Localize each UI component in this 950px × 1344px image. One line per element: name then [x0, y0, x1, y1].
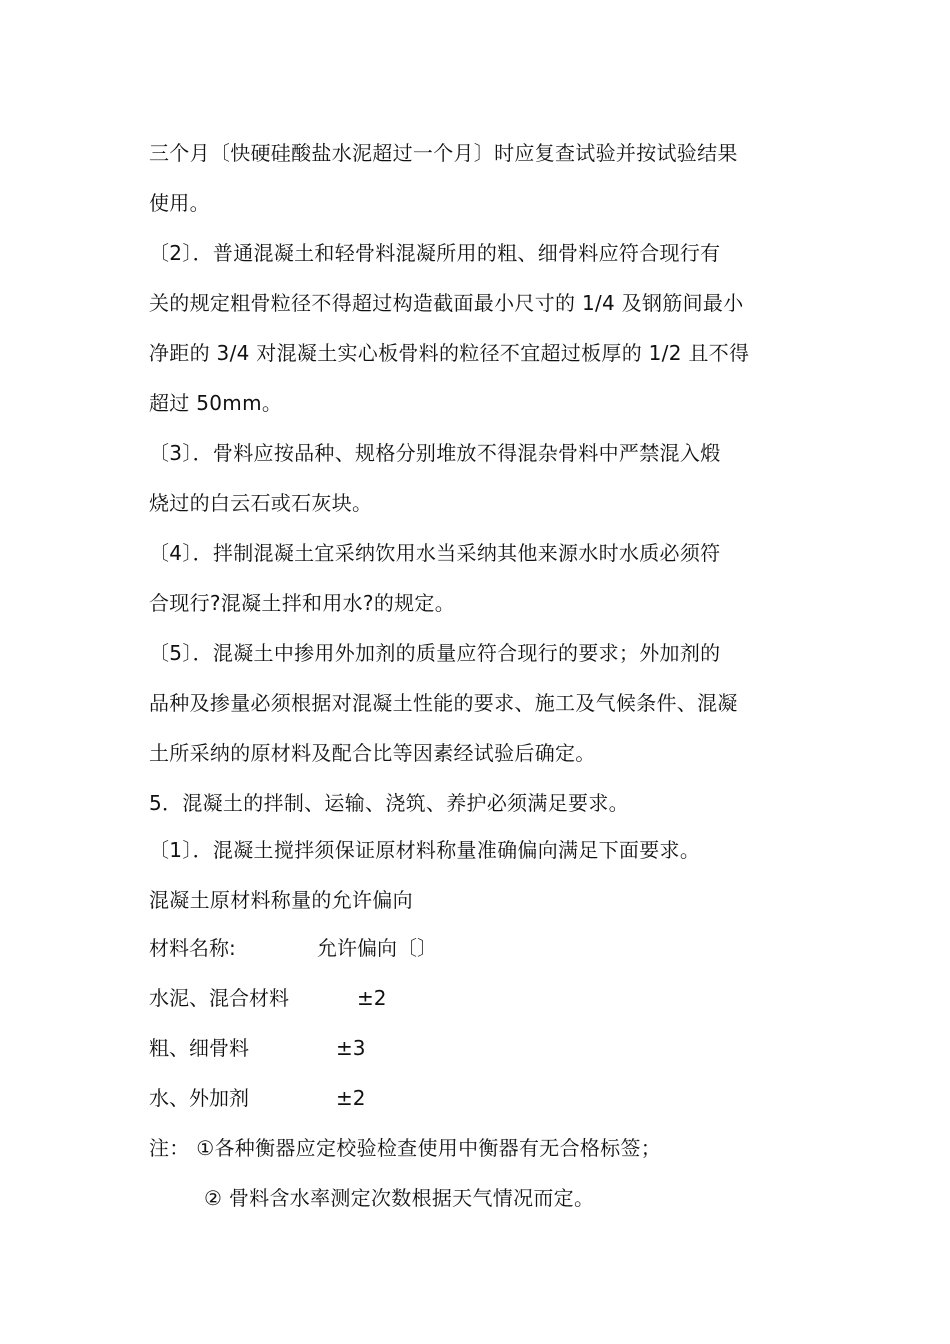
paragraph-line: 三个月〔快硬硅酸盐水泥超过一个月〕时应复查试验并按试验结果: [149, 141, 738, 165]
paragraph-line: 〔5〕．混凝土中掺用外加剂的质量应符合现行的要求；外加剂的: [149, 641, 721, 665]
material-name: 水泥、混合材料: [149, 986, 289, 1010]
paragraph-line: 〔4〕．拌制混凝土宜采纳饮用水当采纳其他来源水时水质必须符: [149, 541, 721, 565]
paragraph-line: 品种及掺量必须根据对混凝土性能的要求、施工及气候条件、混凝: [149, 691, 738, 715]
note-line: ② 骨料含水率测定次数根据天气情况而定。: [204, 1186, 595, 1210]
paragraph-line: 超过 50mm。: [149, 391, 283, 415]
material-name: 粗、细骨料: [149, 1036, 249, 1060]
paragraph-line: 净距的 3/4 对混凝土实心板骨料的粒径不宜超过板厚的 1/2 且不得: [149, 341, 750, 365]
paragraph-line: 土所采纳的原材料及配合比等因素经试验后确定。: [149, 741, 596, 765]
material-name: 水、外加剂: [149, 1086, 249, 1110]
header-tolerance: 允许偏向〔〕: [317, 936, 437, 960]
header-material-name: 材料名称:: [149, 936, 236, 960]
tolerance-value: ±2: [357, 986, 387, 1010]
paragraph-line: 使用。: [149, 191, 210, 215]
paragraph-line: 关的规定粗骨粒径不得超过构造截面最小尺寸的 1/4 及钢筋间最小: [149, 291, 744, 315]
paragraph-line: 烧过的白云石或石灰块。: [149, 491, 373, 515]
table-caption: 混凝土原材料称量的允许偏向: [149, 888, 413, 912]
paragraph-line: 〔3〕．骨料应按品种、规格分别堆放不得混杂骨料中严禁混入煅: [149, 441, 721, 465]
tolerance-value: ±3: [336, 1036, 366, 1060]
paragraph-line: 〔1〕．混凝土搅拌须保证原材料称量准确偏向满足下面要求。: [149, 838, 701, 862]
section-heading: 5．混凝土的拌制、运输、浇筑、养护必须满足要求。: [149, 791, 629, 815]
paragraph-line: 合现行?混凝土拌和用水?的规定。: [149, 591, 456, 615]
paragraph-line: 〔2〕．普通混凝土和轻骨料混凝所用的粗、细骨料应符合现行有: [149, 241, 721, 265]
tolerance-value: ±2: [336, 1086, 366, 1110]
note-line: 注： ①各种衡器应定校验检查使用中衡器有无合格标签；: [149, 1136, 662, 1160]
